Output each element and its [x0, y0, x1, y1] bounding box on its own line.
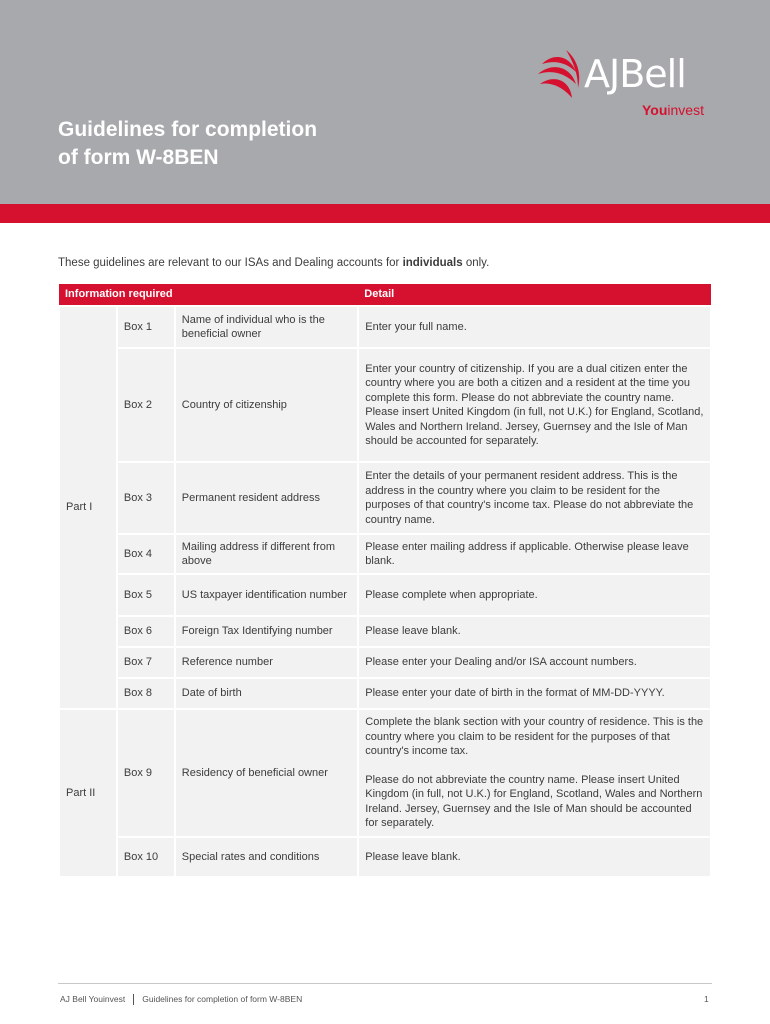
- field-detail: Please enter mailing address if applicable. Otherwise please leave blank.: [358, 534, 711, 574]
- paragraph-gap: [365, 759, 704, 773]
- page-number: 1: [704, 994, 709, 1004]
- table-row: [59, 837, 711, 877]
- title-line-2: of form W-8BEN: [58, 146, 219, 169]
- table-row: [59, 709, 711, 837]
- document-title: [58, 116, 317, 172]
- field-name: Country of citizenship: [175, 348, 359, 462]
- field-detail: Enter your country of citizenship. If you are a dual citizen enter the country where you are both a citizen and a resident at the time you complete this form. Please do not abbreviate the country name. Please insert United Kingdom (in full, not U.K.) for England, Scotland, Wales and Northern Ireland. Jersey, Guernsey and the Isle of Man should be accounted for separately.: [358, 348, 711, 462]
- field-detail: [358, 709, 711, 837]
- field-detail: Please leave blank.: [358, 837, 711, 877]
- part-2-label: Part II: [59, 709, 117, 877]
- footer: [60, 994, 302, 1005]
- intro-bold: individuals: [402, 257, 463, 269]
- logo-sub-rest: invest: [667, 102, 704, 118]
- logo-subbrand: [642, 102, 704, 118]
- table-row: [59, 462, 711, 534]
- box-label: Box 5: [117, 574, 175, 616]
- field-detail: Please enter your Dealing and/or ISA account numbers.: [358, 647, 711, 678]
- aj-bell-logo: [536, 50, 716, 122]
- field-name: Foreign Tax Identifying number: [175, 616, 359, 647]
- guidelines-table: [58, 284, 712, 878]
- footer-separator: [133, 994, 134, 1005]
- logo-swoosh-icon: [536, 50, 586, 106]
- table-row: [59, 306, 711, 348]
- table-row: [59, 574, 711, 616]
- field-detail-paragraph-1: Complete the blank section with your country of residence. This is the country where you claim to be resident for the purposes of that country's income tax.: [365, 716, 704, 758]
- footer-divider: [58, 983, 712, 984]
- part-1-label: Part I: [59, 306, 117, 709]
- field-detail: Please enter your date of birth in the format of MM-DD-YYYY.: [358, 678, 711, 709]
- table-row: [59, 534, 711, 574]
- logo-wordmark: AJBell: [584, 52, 686, 96]
- field-name: Mailing address if different from above: [175, 534, 359, 574]
- intro-paragraph: [58, 257, 489, 269]
- logo-sub-bold: You: [642, 102, 668, 118]
- field-name: Residency of beneficial owner: [175, 709, 359, 837]
- box-label: Box 10: [117, 837, 175, 877]
- footer-document-name: Guidelines for completion of form W-8BEN: [142, 994, 303, 1004]
- box-label: Box 6: [117, 616, 175, 647]
- field-detail: Enter the details of your permanent resident address. This is the address in the country where you claim to be resident for the purposes of that country's income tax. Please do not abbreviate the country name.: [358, 462, 711, 534]
- field-name: Name of individual who is the beneficial owner: [175, 306, 359, 348]
- table-row: [59, 616, 711, 647]
- box-label: Box 1: [117, 306, 175, 348]
- box-label: Box 9: [117, 709, 175, 837]
- box-label: Box 2: [117, 348, 175, 462]
- header-information-required: Information required: [59, 284, 358, 306]
- field-detail-paragraph-2: Please do not abbreviate the country name. Please insert United Kingdom (in full, not U.K.) for England, Scotland, Wales and Northern Ireland. Jersey, Guernsey and the Isle of Man should be accounted for separately.: [365, 773, 703, 830]
- red-stripe: [0, 204, 770, 223]
- table-row: [59, 678, 711, 709]
- field-name: US taxpayer identification number: [175, 574, 359, 616]
- table-header-row: [59, 284, 711, 306]
- field-detail: Please complete when appropriate.: [358, 574, 711, 616]
- box-label: Box 7: [117, 647, 175, 678]
- box-label: Box 4: [117, 534, 175, 574]
- table-row: [59, 348, 711, 462]
- box-label: Box 3: [117, 462, 175, 534]
- field-name: Permanent resident address: [175, 462, 359, 534]
- field-name: Reference number: [175, 647, 359, 678]
- field-detail: Please leave blank.: [358, 616, 711, 647]
- header-detail: Detail: [358, 284, 711, 306]
- box-label: Box 8: [117, 678, 175, 709]
- title-line-1: Guidelines for completion: [58, 118, 318, 141]
- table-row: [59, 647, 711, 678]
- footer-brand: AJ Bell Youinvest: [60, 994, 126, 1004]
- field-detail: Enter your full name.: [358, 306, 711, 348]
- intro-before: These guidelines are relevant to our ISAs and Dealing accounts for: [58, 257, 403, 269]
- field-name: Special rates and conditions: [175, 837, 359, 877]
- intro-after: only.: [462, 257, 490, 269]
- field-name: Date of birth: [175, 678, 359, 709]
